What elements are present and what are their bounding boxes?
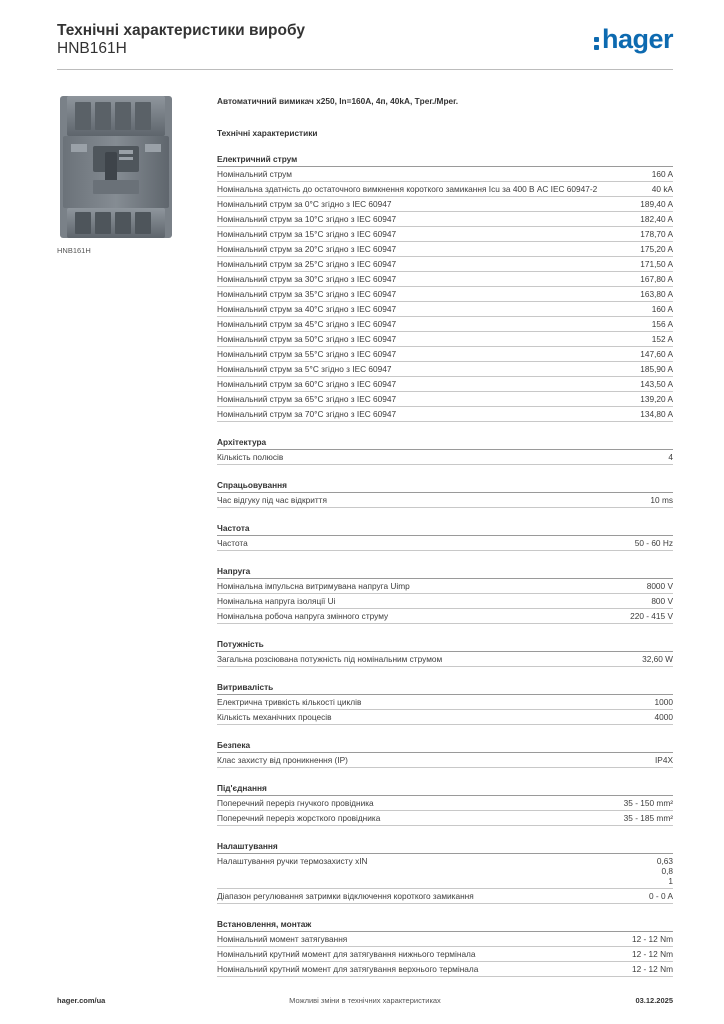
spec-value: 147,60 A <box>640 349 673 359</box>
spec-section <box>217 153 673 422</box>
spec-label: Номінальний струм за 5°C згідно з IEC 60947 <box>217 364 392 374</box>
spec-section <box>217 638 673 667</box>
spec-row <box>217 932 673 947</box>
spec-row <box>217 332 673 347</box>
page-header <box>57 22 673 68</box>
spec-label: Номінальний струм за 45°C згідно з IEC 60947 <box>217 319 397 329</box>
footer-date: 03.12.2025 <box>635 996 673 1005</box>
spec-value: 35 - 150 mm² <box>623 798 673 808</box>
spec-label: Номінальний струм за 15°C згідно з IEC 60947 <box>217 229 397 239</box>
spec-label: Номінальний струм за 70°C згідно з IEC 60947 <box>217 409 397 419</box>
hager-logo <box>594 24 673 54</box>
spec-label: Номінальний струм <box>217 169 292 179</box>
spec-label: Номінальна здатність до остаточного вимкнення короткого замикання Icu за 400 В AC IEC 60947-2 <box>217 184 598 194</box>
spec-value: 8000 V <box>646 581 673 591</box>
spec-section <box>217 681 673 725</box>
spec-value: 160 A <box>651 169 673 179</box>
spec-label: Номінальний струм за 60°C згідно з IEC 60947 <box>217 379 397 389</box>
spec-value: IP4X <box>655 755 673 765</box>
spec-label: Поперечний переріз жорсткого провідника <box>217 813 381 823</box>
spec-label: Номінальний момент затягування <box>217 934 348 944</box>
spec-section <box>217 918 673 977</box>
spec-row <box>217 493 673 508</box>
section-title: Налаштування <box>217 840 673 854</box>
spec-value: 35 - 185 mm² <box>623 813 673 823</box>
spec-row <box>217 609 673 624</box>
spec-value: 182,40 A <box>640 214 673 224</box>
spec-label: Номінальний струм за 25°C згідно з IEC 60947 <box>217 259 397 269</box>
spec-value: 32,60 W <box>642 654 673 664</box>
spec-section <box>217 782 673 826</box>
spec-value: 160 A <box>651 304 673 314</box>
spec-row <box>217 377 673 392</box>
spec-label: Налаштування ручки термозахисту xIN <box>217 856 368 866</box>
spec-label: Номінальний струм за 55°C згідно з IEC 60947 <box>217 349 397 359</box>
spec-row <box>217 272 673 287</box>
spec-row <box>217 287 673 302</box>
spec-row <box>217 197 673 212</box>
page-footer <box>57 996 673 1008</box>
spec-label: Номінальний струм за 30°C згідно з IEC 60947 <box>217 274 397 284</box>
spec-value: 40 kA <box>651 184 673 194</box>
spec-label: Номінальний струм за 10°C згідно з IEC 60947 <box>217 214 397 224</box>
spec-label: Час відгуку під час відкриття <box>217 495 327 505</box>
spec-value: 163,80 A <box>640 289 673 299</box>
section-title: Встановлення, монтаж <box>217 918 673 932</box>
spec-value: 50 - 60 Hz <box>634 538 673 548</box>
product-description: Автоматичний вимикач x250, In=160A, 4п, 40kA, Tрег./Mрег. <box>217 96 459 106</box>
spec-section <box>217 840 673 904</box>
spec-row <box>217 212 673 227</box>
spec-value: 178,70 A <box>640 229 673 239</box>
spec-row <box>217 947 673 962</box>
spec-sections <box>217 153 673 977</box>
spec-value: 143,50 A <box>640 379 673 389</box>
spec-label: Номінальний струм за 40°C згідно з IEC 60947 <box>217 304 397 314</box>
spec-label: Електрична тривкість кількості циклів <box>217 697 362 707</box>
spec-row <box>217 450 673 465</box>
spec-value: 0,63 0,8 1 <box>656 856 673 886</box>
spec-row <box>217 652 673 667</box>
spec-value: 0 - 0 A <box>649 891 673 901</box>
spec-value: 175,20 A <box>640 244 673 254</box>
spec-value: 4 <box>668 452 673 462</box>
spec-row <box>217 167 673 182</box>
spec-row <box>217 854 673 889</box>
header-divider <box>57 69 673 70</box>
section-title: Напруга <box>217 565 673 579</box>
spec-value: 171,50 A <box>640 259 673 269</box>
footer-website: hager.com/ua <box>57 996 106 1005</box>
spec-label: Номінальна робоча напруга змінного струму <box>217 611 389 621</box>
spec-row <box>217 347 673 362</box>
section-title: Електричний струм <box>217 153 673 167</box>
spec-value: 12 - 12 Nm <box>631 949 673 959</box>
spec-value: 4000 <box>654 712 673 722</box>
section-title: Частота <box>217 522 673 536</box>
spec-row <box>217 536 673 551</box>
spec-section <box>217 479 673 508</box>
spec-row <box>217 753 673 768</box>
spec-row <box>217 407 673 422</box>
section-title: Архітектура <box>217 436 673 450</box>
product-code: HNB161H <box>57 40 127 57</box>
spec-label: Номінальний крутний момент для затягування верхнього термінала <box>217 964 479 974</box>
spec-label: Номінальний струм за 20°C згідно з IEC 60947 <box>217 244 397 254</box>
product-image-caption: HNB161H <box>57 246 91 255</box>
spec-value: 134,80 A <box>640 409 673 419</box>
spec-row <box>217 889 673 904</box>
spec-section <box>217 436 673 465</box>
spec-row <box>217 796 673 811</box>
spec-value: 167,80 A <box>640 274 673 284</box>
logo-colon-mark <box>594 32 600 54</box>
spec-label: Частота <box>217 538 248 548</box>
spec-row <box>217 811 673 826</box>
spec-row <box>217 579 673 594</box>
spec-row <box>217 392 673 407</box>
section-title: Спрацьовування <box>217 479 673 493</box>
spec-value: 185,90 A <box>640 364 673 374</box>
spec-heading: Технічні характеристики <box>217 128 318 138</box>
spec-section <box>217 739 673 768</box>
spec-value: 189,40 A <box>640 199 673 209</box>
spec-row <box>217 242 673 257</box>
spec-content <box>217 96 673 977</box>
spec-label: Номінальна напруга ізоляції Ui <box>217 596 336 606</box>
spec-value: 12 - 12 Nm <box>631 934 673 944</box>
spec-row <box>217 182 673 197</box>
spec-row <box>217 594 673 609</box>
spec-value: 12 - 12 Nm <box>631 964 673 974</box>
spec-section <box>217 522 673 551</box>
spec-label: Номінальний крутний момент для затягування нижнього термінала <box>217 949 476 959</box>
spec-value: 800 V <box>651 596 673 606</box>
section-title: Безпека <box>217 739 673 753</box>
spec-value: 1000 <box>654 697 673 707</box>
spec-row <box>217 362 673 377</box>
product-image <box>57 94 175 242</box>
logo-text: hager <box>601 24 673 54</box>
spec-label: Номінальний струм за 50°C згідно з IEC 60947 <box>217 334 397 344</box>
spec-row <box>217 710 673 725</box>
spec-label: Поперечний переріз гнучкого провідника <box>217 798 374 808</box>
spec-label: Номінальний струм за 35°C згідно з IEC 60947 <box>217 289 397 299</box>
spec-value: 152 A <box>651 334 673 344</box>
spec-label: Номінальна імпульсна витримувана напруга Uimp <box>217 581 410 591</box>
spec-row <box>217 302 673 317</box>
spec-row <box>217 695 673 710</box>
spec-value: 220 - 415 V <box>630 611 673 621</box>
spec-label: Кількість полюсів <box>217 452 284 462</box>
spec-row <box>217 257 673 272</box>
spec-row <box>217 227 673 242</box>
spec-label: Кількість механічних процесів <box>217 712 332 722</box>
section-title: Під'єднання <box>217 782 673 796</box>
spec-row <box>217 317 673 332</box>
footer-notice: Можливі зміни в технічних характеристиках <box>289 996 441 1005</box>
spec-label: Номінальний струм за 65°C згідно з IEC 60947 <box>217 394 397 404</box>
spec-row <box>217 962 673 977</box>
spec-value: 10 ms <box>650 495 673 505</box>
spec-label: Діапазон регулювання затримки відключення короткого замикання <box>217 891 474 901</box>
spec-value: 156 A <box>651 319 673 329</box>
section-title: Потужність <box>217 638 673 652</box>
section-title: Витривалість <box>217 681 673 695</box>
spec-label: Клас захисту від проникнення (IP) <box>217 755 348 765</box>
document-title: Технічні характеристики виробу <box>57 22 305 39</box>
spec-value: 139,20 A <box>640 394 673 404</box>
spec-label: Загальна розсіювана потужність під номінальним струмом <box>217 654 443 664</box>
spec-section <box>217 565 673 624</box>
spec-label: Номінальний струм за 0°C згідно з IEC 60947 <box>217 199 392 209</box>
